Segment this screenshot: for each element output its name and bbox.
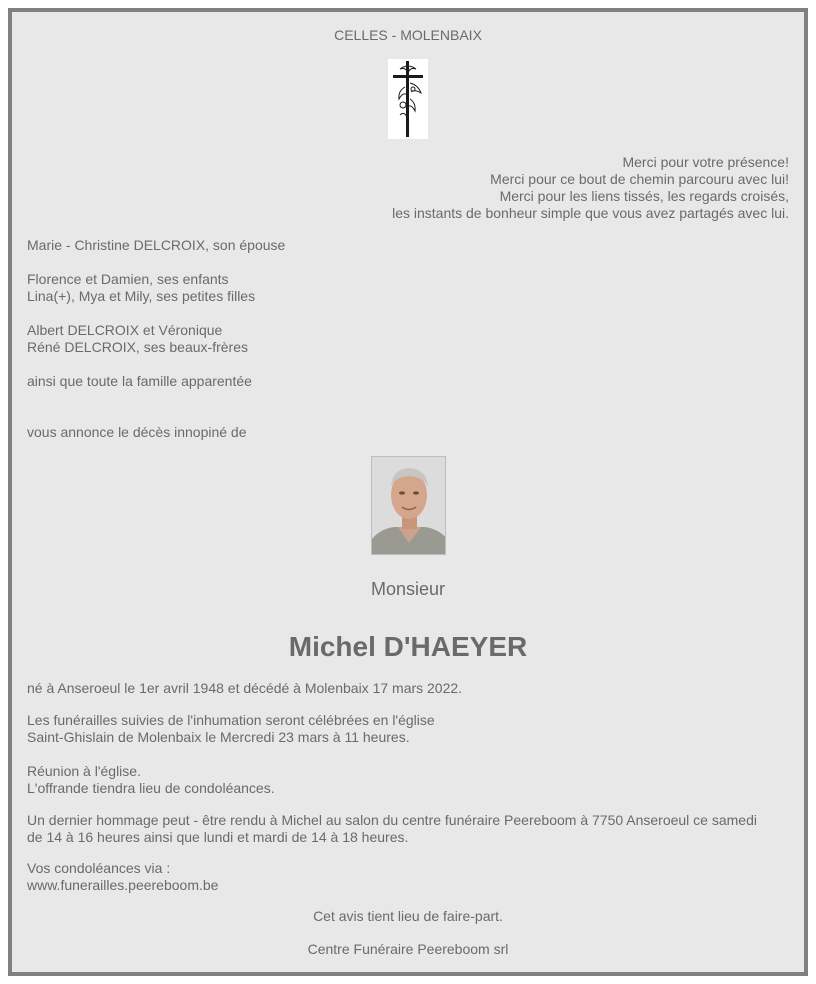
family-brother-in-law-1: Albert DELCROIX et Véronique: [27, 322, 223, 338]
poem-line-1: Merci pour votre présence!: [622, 154, 789, 170]
homage-line-2: de 14 à 16 heures ainsi que lundi et mardi de 14 à 18 heures.: [27, 829, 409, 845]
family-spouse: Marie - Christine DELCROIX, son épouse: [27, 237, 286, 253]
birth-death-line: né à Anseroeul le 1er avril 1948 et décédé à Molenbaix 17 mars 2022.: [27, 680, 463, 696]
cross-icon: [388, 59, 428, 139]
announcement-text: vous annonce le décès innopiné de: [27, 424, 247, 440]
notice-text: Cet avis tient lieu de faire-part.: [313, 908, 503, 924]
cross-image: [388, 59, 428, 139]
poem-line-2: Merci pour ce bout de chemin parcouru avec lui!: [490, 171, 789, 187]
honorific: Monsieur: [370, 579, 446, 599]
obituary-card: [8, 8, 808, 976]
deceased-photo: [371, 456, 446, 555]
homage-line-1: Un dernier hommage peut - être rendu à Michel au salon du centre funéraire Peereboom à 7750 Anseroeul ce samedi: [27, 812, 757, 828]
family-brother-in-law-2: Réné DELCROIX, ses beaux-frères: [27, 339, 248, 355]
family-extended: ainsi que toute la famille apparentée: [27, 373, 252, 389]
condolences-label: Vos condoléances via :: [27, 860, 171, 876]
condolences-link-text[interactable]: www.funerailles.peereboom.be: [27, 877, 219, 893]
family-grandchildren: Lina(+), Mya et Mily, ses petites filles: [27, 288, 256, 304]
condolences-link[interactable]: [27, 877, 218, 894]
poem-line-4: les instants de bonheur simple que vous avez partagés avec lui.: [392, 205, 789, 221]
location-header: CELLES - MOLENBAIX: [334, 27, 482, 43]
company-name: Centre Funéraire Peereboom srl: [307, 941, 509, 957]
funeral-line-2: Saint-Ghislain de Molenbaix le Mercredi 23 mars à 11 heures.: [27, 729, 410, 745]
deceased-name: Michel D'HAEYER: [288, 631, 528, 662]
offering-line: L'offrande tiendra lieu de condoléances.: [27, 780, 275, 796]
reunion-line: Réunion à l'église.: [27, 763, 141, 779]
poem-line-3: Merci pour les liens tissés, les regards croisés,: [499, 188, 789, 204]
family-children: Florence et Damien, ses enfants: [27, 271, 229, 287]
funeral-line-1: Les funérailles suivies de l'inhumation seront célébrées en l'église: [27, 712, 435, 728]
portrait-image: [372, 457, 446, 555]
